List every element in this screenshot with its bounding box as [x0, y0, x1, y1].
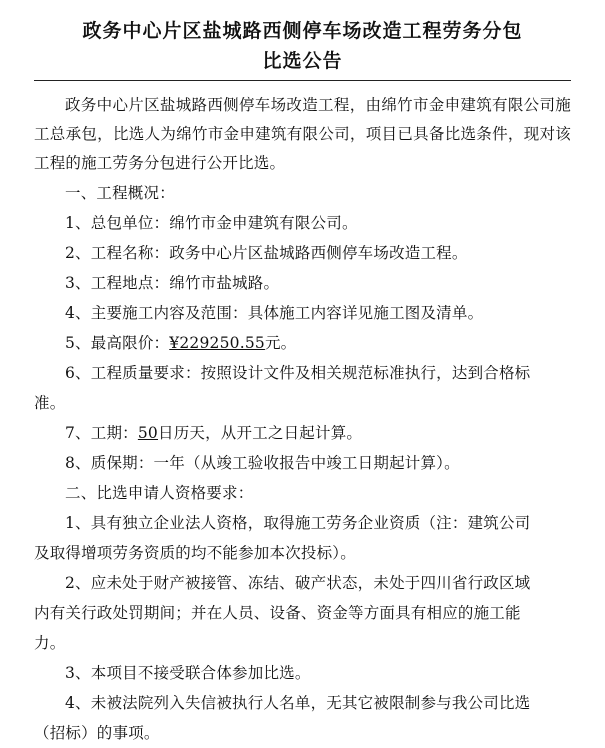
paragraph-intro: 政务中心片区盐城路西侧停车场改造工程，由绵竹市金申建筑有限公司施工总承包，比选人为绵竹市金申建筑有限公司，项目已具备比选条件，现对该工程的施工劳务分包进行公开比选。	[34, 96, 571, 172]
item-qualification-1-cont: 及取得增项劳务资质的均不能参加本次投标）。	[34, 544, 356, 562]
item-scope-of-work: 4、主要施工内容及范围：具体施工内容详见施工图及清单。	[65, 304, 484, 322]
item-price-cap	[34, 329, 571, 358]
item-qualification-2-cont-2: 力。	[34, 634, 66, 652]
item-qualification-2: 2、应未处于财产被接管、冻结、破产状态，未处于四川省行政区域	[65, 574, 531, 592]
item-qualification-1: 1、具有独立企业法人资格，取得施工劳务企业资质（注：建筑公司	[65, 514, 531, 532]
item-duration	[34, 419, 571, 448]
page-title-line-1: 政务中心片区盐城路西侧停车场改造工程劳务分包	[82, 20, 523, 42]
item-qualification-4: 4、未被法院列入失信被执行人名单，无其它被限制参与我公司比选	[65, 694, 531, 712]
title-divider	[34, 80, 571, 81]
item-project-name: 2、工程名称：政务中心片区盐城路西侧停车场改造工程。	[65, 244, 468, 262]
item-project-location: 3、工程地点：绵竹市盐城路。	[65, 274, 280, 292]
item-qualification-2-cont-1: 内有关行政处罚期间；并在人员、设备、资金等方面具有相应的施工能	[34, 604, 521, 622]
price-cap-unit: 元。	[264, 334, 297, 352]
item-quality-requirement: 6、工程质量要求：按照设计文件及相关规范标准执行，达到合格标	[65, 364, 531, 382]
item-qualification-4-cont: （招标）的事项。	[34, 724, 160, 742]
duration-suffix: 日历天，从开工之日起计算。	[158, 424, 363, 442]
duration-value: 50	[137, 424, 158, 442]
price-cap-value: ¥229250.55	[169, 334, 265, 352]
item-qualification-3: 3、本项目不接受联合体参加比选。	[65, 664, 311, 682]
item-general-contractor: 1、总包单位：绵竹市金申建筑有限公司。	[65, 214, 358, 232]
heading-section-2: 二、比选申请人资格要求：	[65, 484, 254, 502]
item-warranty-period: 8、质保期：一年（从竣工验收报告中竣工日期起计算）。	[65, 454, 460, 472]
page-title-line-2: 比选公告	[262, 50, 343, 72]
item-quality-requirement-cont: 准。	[34, 394, 66, 412]
duration-label: 7、工期：	[65, 424, 138, 442]
price-cap-label: 5、最高限价：	[65, 334, 170, 352]
heading-section-1: 一、工程概况：	[65, 184, 175, 202]
document-title-block	[34, 16, 571, 81]
document-body	[34, 91, 571, 748]
